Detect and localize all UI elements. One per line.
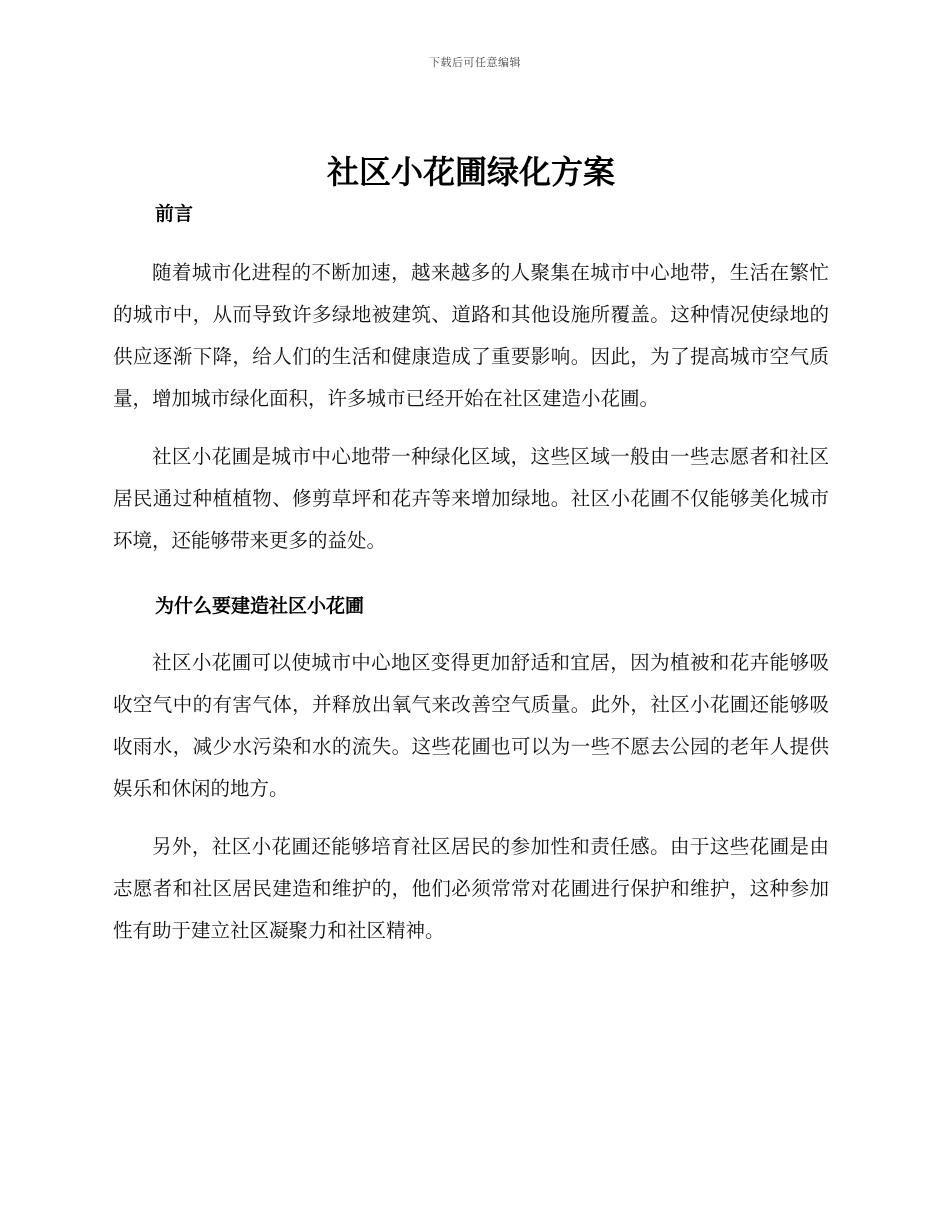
running-header: 下载后可任意编辑: [429, 56, 521, 69]
section-heading-why-build: 为什么要建造社区小花圃: [155, 595, 365, 617]
paragraph: 另外，社区小花圃还能够培育社区居民的参加性和责任感。由于这些花圃是由志愿者和社区居民建造和维护的，他们必须常常对花圃进行保护和维护，这种参加性有助于建立社区凝聚力和社区精神。: [113, 835, 829, 942]
document-body: [113, 150, 829, 952]
section-preface: [113, 200, 829, 562]
section-heading-preface: 前言: [155, 203, 194, 225]
section-why-build: [113, 592, 829, 952]
document-title: 社区小花圃绿化方案: [326, 153, 615, 191]
paragraph: 社区小花圃可以使城市中心地区变得更加舒适和宜居，因为植被和花卉能够吸收空气中的有害气体，并释放出氧气来改善空气质量。此外，社区小花圃还能够吸收雨水，减少水污染和水的流失。这些花圃也可以为一些不愿去公园的老年人提供娱乐和休闲的地方。: [113, 651, 829, 800]
paragraph: 随着城市化进程的不断加速，越来越多的人聚集在城市中心地带，生活在繁忙的城市中，从而导致许多绿地被建筑、道路和其他设施所覆盖。这种情况使绿地的供应逐渐下降，给人们的生活和健康造成了重要影响。因此，为了提高城市空气质量，增加城市绿化面积，许多城市已经开始在社区建造小花圃。: [113, 261, 829, 410]
paragraph: 社区小花圃是城市中心地带一种绿化区域，这些区域一般由一些志愿者和社区居民通过种植植物、修剪草坪和花卉等来增加绿地。社区小花圃不仅能够美化城市环境，还能够带来更多的益处。: [113, 445, 829, 552]
